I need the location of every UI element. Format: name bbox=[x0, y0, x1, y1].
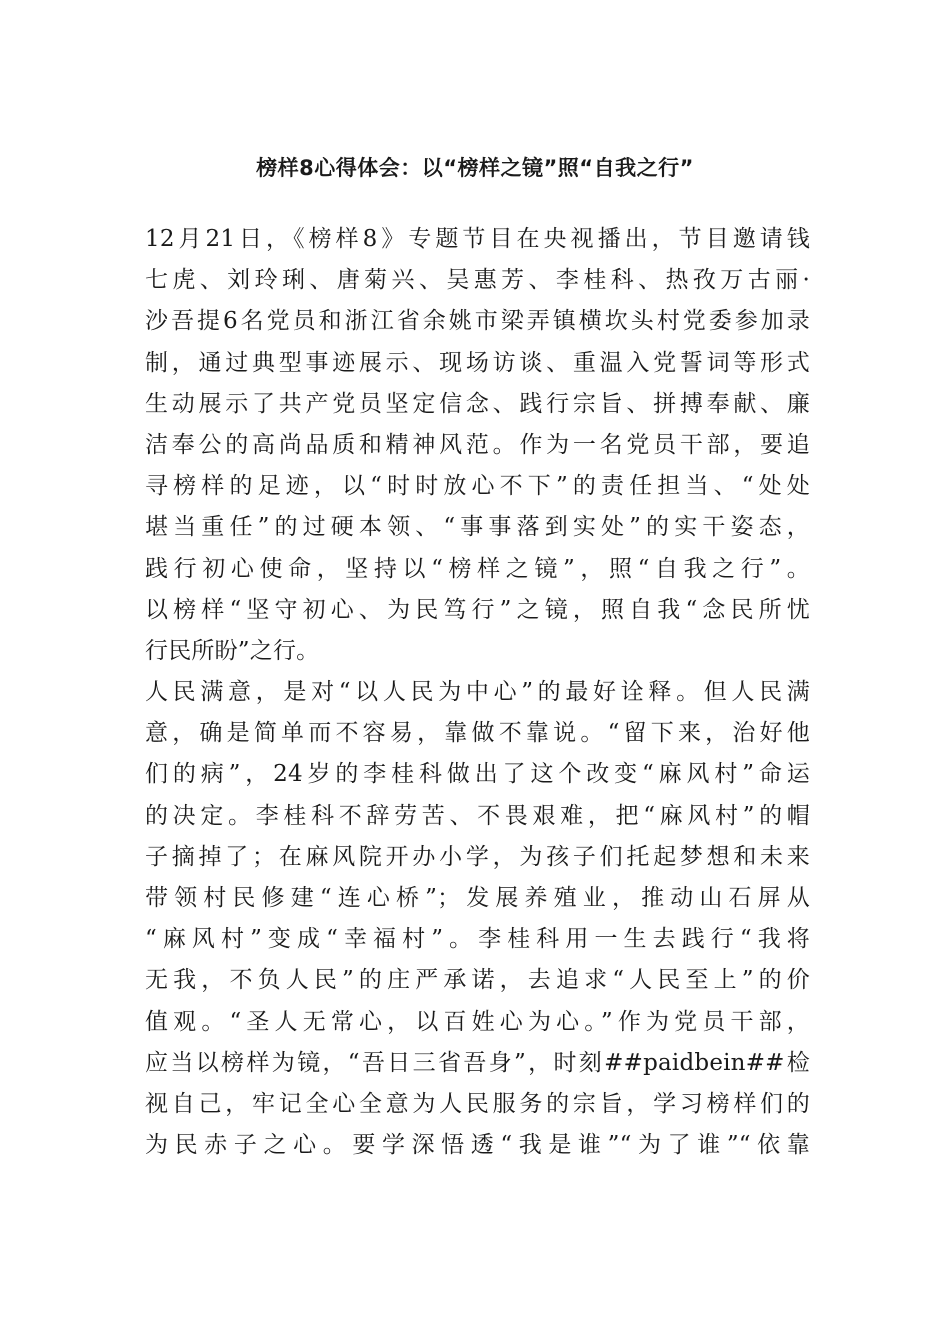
text-line: 践行初心使命，坚持以“榜样之镜”，照“自我之行”。 bbox=[145, 555, 810, 582]
text-line: 寻榜样的足迹，以“时时放心不下”的责任担当、“处处 bbox=[145, 473, 810, 500]
text-line: 值观。“圣人无常心，以百姓心为心。”作为党员干部， bbox=[145, 1008, 810, 1035]
section-heading-line: 行民所盼”之行。 bbox=[145, 637, 320, 664]
text-line: 为民赤子之心。要学深悟透“我是谁”“为了谁”“依靠 bbox=[145, 1132, 810, 1159]
text-line: 视自己，牢记全心全意为人民服务的宗旨，学习榜样们的 bbox=[145, 1090, 810, 1117]
text-line: 应当以榜样为镜，“吾日三省吾身”，时刻##paidbein##检 bbox=[145, 1049, 810, 1076]
text-line: 带领村民修建“连心桥”；发展养殖业，推动山石屏从 bbox=[145, 885, 810, 911]
text-line: 意，确是简单而不容易，靠做不靠说。“留下来，治好他 bbox=[145, 720, 810, 747]
text-line: “麻风村”变成“幸福村”。李桂科用一生去践行“我将 bbox=[145, 926, 810, 953]
text-line: 洁奉公的高尚品质和精神风范。作为一名党员干部，要追 bbox=[145, 431, 810, 458]
section-heading-line: 以榜样“坚守初心、为民笃行”之镜，照自我“念民所忧 bbox=[145, 596, 810, 623]
text-line: 子摘掉了；在麻风院开办小学，为孩子们托起梦想和未来 bbox=[145, 843, 810, 870]
text-line: 的决定。李桂科不辞劳苦、不畏艰难，把“麻风村”的帽 bbox=[145, 802, 810, 829]
text-line: 生动展示了共产党员坚定信念、践行宗旨、拼搏奉献、廉 bbox=[145, 390, 810, 417]
text-line: 七虎、刘玲琍、唐菊兴、吴惠芳、李桂科、热孜万古丽· bbox=[145, 267, 810, 294]
text-line: 制，通过典型事迹展示、现场访谈、重温入党誓词等形式 bbox=[145, 349, 810, 376]
text-line: 12月21日，《榜样8》专题节目在央视播出，节目邀请钱 bbox=[145, 226, 810, 252]
text-line: 堪当重任”的过硬本领、“事事落到实处”的实干姿态， bbox=[145, 514, 810, 541]
document-body bbox=[145, 219, 810, 1166]
text-line: 无我，不负人民”的庄严承诺，去追求“人民至上”的价 bbox=[145, 967, 810, 994]
text-line: 人民满意，是对“以人民为中心”的最好诠释。但人民满 bbox=[145, 679, 810, 706]
document-title: 榜样8心得体会：以“榜样之镜”照“自我之行” bbox=[256, 156, 694, 180]
text-line: 沙吾提6名党员和浙江省余姚市梁弄镇横坎头村党委参加录 bbox=[145, 308, 810, 335]
text-line: 们的病”，24岁的李桂科做出了这个改变“麻风村”命运 bbox=[145, 761, 810, 788]
